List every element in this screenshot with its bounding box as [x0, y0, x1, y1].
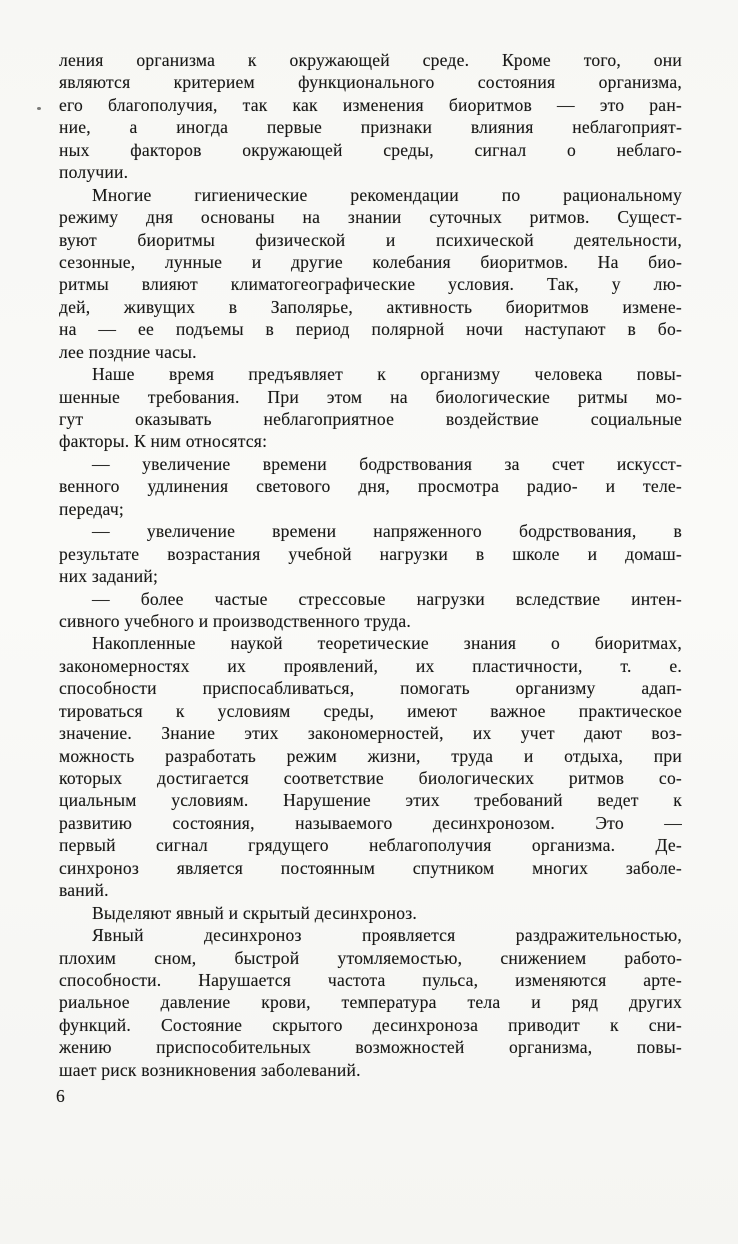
text-line: шенные требования. При этом на биологические ритмы мо- — [59, 386, 682, 407]
paragraph — [59, 453, 682, 520]
text-line: — увеличение времени бодрствования за счет искусст- — [92, 453, 682, 474]
text-line: ритмы влияют климатогеографические условия. Так, у лю- — [59, 274, 682, 295]
text-line: Многие гигиенические рекомендации по рациональному — [92, 184, 682, 205]
paragraph — [59, 520, 682, 587]
text-line: сивного учебного и производственного труда. — [59, 610, 411, 631]
body-text — [59, 49, 682, 1081]
text-line: плохим сном, быстрой утомляемостью, снижением работо- — [59, 947, 682, 968]
text-line: венного удлинения светового дня, просмотра радио- и теле- — [59, 476, 682, 497]
text-line: — более частые стрессовые нагрузки вследствие интен- — [92, 588, 682, 609]
text-line: передач; — [59, 498, 124, 519]
text-line: Наше время предъявляет к организму человека повы- — [92, 364, 682, 385]
text-line: развитию состояния, называемого десинхронозом. Это — — [59, 812, 682, 833]
paragraph — [59, 632, 682, 901]
text-line: получии. — [59, 162, 129, 183]
text-line: лее поздние часы. — [59, 341, 197, 362]
text-line: сезонные, лунные и другие колебания биоритмов. На био- — [59, 251, 682, 272]
paragraph — [59, 902, 682, 924]
text-line: тироваться к условиям среды, имеют важное практическое — [59, 700, 682, 721]
text-line: его благополучия, так как изменения биоритмов — это ран- — [59, 94, 682, 115]
text-line: циальным условиям. Нарушение этих требований ведет к — [59, 790, 682, 811]
text-line: можность разработать режим жизни, труда и отдыха, при — [59, 745, 682, 766]
text-line: результате возрастания учебной нагрузки в школе и домаш- — [59, 543, 682, 564]
paragraph — [59, 184, 682, 364]
paragraph — [59, 363, 682, 453]
text-line: на — ее подъемы в период полярной ночи наступают в бо- — [59, 319, 682, 340]
text-line: шает риск возникновения заболеваний. — [59, 1059, 361, 1080]
text-line: риальное давление крови, температура тела и ряд других — [59, 992, 682, 1013]
text-line: являются критерием функционального состояния организма, — [59, 72, 682, 93]
text-line: жению приспособительных возможностей организма, повы- — [59, 1037, 682, 1058]
text-line: ления организма к окружающей среде. Кроме того, они — [59, 50, 682, 70]
text-line: гут оказывать неблагоприятное воздействие социальные — [59, 409, 682, 429]
text-line: режиму дня основаны на знании суточных ритмов. Сущест- — [59, 207, 682, 228]
text-line: ваний. — [59, 880, 109, 901]
text-line: способности приспосабливаться, помогать организму адап- — [59, 678, 682, 699]
text-line: факторы. К ним относятся: — [59, 431, 268, 452]
text-line: закономерностях их проявлений, их пластичности, т. е. — [59, 655, 682, 676]
page-number: 6 — [56, 1086, 65, 1106]
scan-speck — [37, 107, 41, 110]
paragraph — [59, 588, 682, 633]
text-line: Накопленные наукой теоретические знания о биоритмах, — [92, 633, 682, 654]
text-line: синхроноз является постоянным спутником многих заболе- — [59, 857, 682, 878]
text-line: Выделяют явный и скрытый десинхроноз. — [92, 902, 417, 923]
paragraph — [59, 49, 682, 184]
text-line: Явный десинхроноз проявляется раздражительностью, — [92, 925, 682, 946]
text-line: них заданий; — [59, 566, 159, 587]
text-line: которых достигается соответствие биологических ритмов со- — [59, 768, 682, 788]
text-line: способности. Нарушается частота пульса, изменяются арте- — [59, 969, 682, 990]
text-line: функций. Состояние скрытого десинхроноза приводит к сни- — [59, 1014, 682, 1035]
text-line: дей, живущих в Заполярье, активность биоритмов измене- — [59, 296, 682, 317]
text-line: значение. Знание этих закономерностей, их учет дают воз- — [59, 723, 682, 744]
text-line: вуют биоритмы физической и психической деятельности, — [59, 229, 682, 250]
text-line: ных факторов окружающей среды, сигнал о неблаго- — [59, 139, 682, 160]
text-line: первый сигнал грядущего неблагополучия организма. Де- — [59, 835, 682, 856]
text-line: ние, а иногда первые признаки влияния неблагоприят- — [59, 117, 682, 138]
paragraph — [59, 924, 682, 1081]
text-line: — увеличение времени напряженного бодрствования, в — [92, 521, 682, 542]
